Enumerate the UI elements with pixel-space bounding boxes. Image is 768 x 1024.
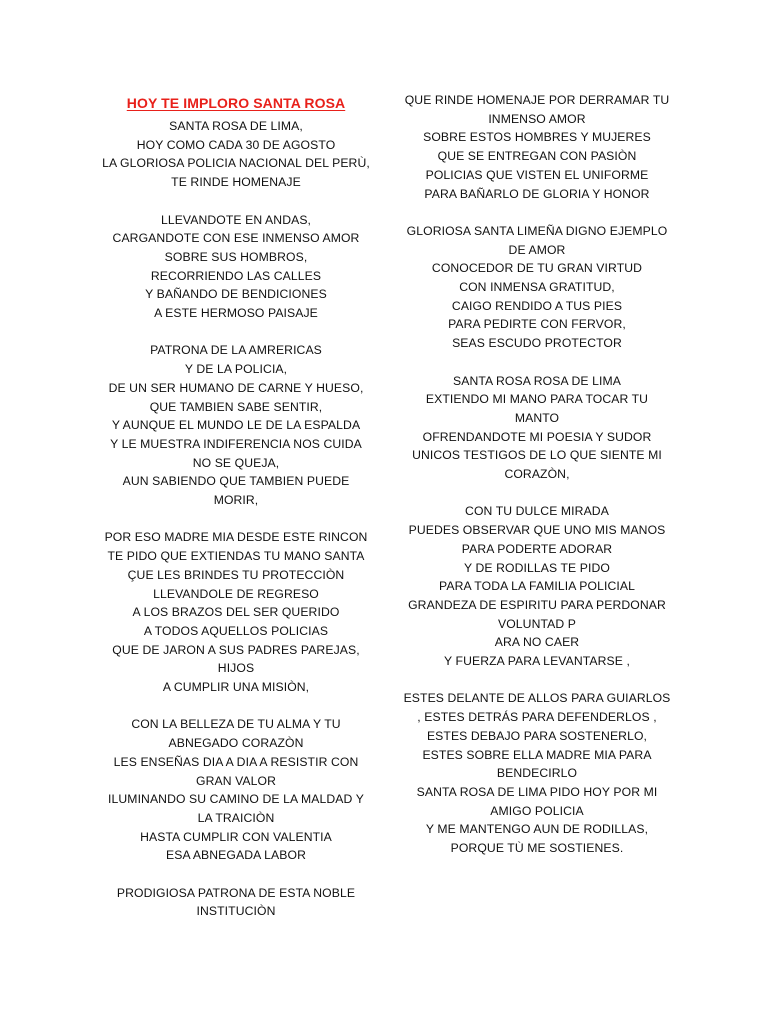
poem-line: LLEVANDOLE DE REGRESO: [153, 586, 319, 601]
poem-line: TE PIDO QUE EXTIENDAS TU MANO SANTA: [107, 549, 365, 564]
poem-line: PATRONA DE LA AMRERICAS: [150, 343, 322, 358]
poem-line: PARA PODERTE ADORAR: [461, 541, 613, 556]
stanza: [98, 528, 374, 696]
poem-line: PARA TODA LA FAMILIA POLICIAL: [439, 579, 635, 594]
poem-line: AMIGO POLICIA: [490, 803, 584, 818]
stanza: [398, 91, 676, 203]
poem-line: PARA BAÑARLO DE GLORIA Y HONOR: [424, 186, 650, 201]
stanza: [98, 884, 374, 921]
poem-line: PRODIGIOSA PATRONA DE ESTA NOBLE: [116, 885, 356, 900]
poem-line: ARA NO CAER: [494, 635, 580, 650]
poem-line: SOBRE SUS HOMBROS,: [164, 249, 308, 264]
stanza: [98, 715, 374, 865]
stanza: [398, 222, 676, 353]
poem-line: RECORRIENDO LAS CALLES: [150, 268, 322, 283]
poem-line: Y DE RODILLAS TE PIDO: [464, 560, 610, 575]
stanza: [398, 372, 676, 484]
poem-line: SOBRE ESTOS HOMBRES Y MUJERES: [423, 130, 651, 145]
poem-line: CORAZÒN,: [504, 467, 570, 482]
poem-line: QUE RINDE HOMENAJE POR DERRAMAR TU: [404, 93, 670, 107]
poem-line: ILUMINANDO SU CAMINO DE LA MALDAD Y: [108, 792, 364, 807]
poem-line: QUE TAMBIEN SABE SENTIR,: [149, 399, 323, 414]
poem-line: SEAS ESCUDO PROTECTOR: [452, 336, 622, 351]
poem-line: ESTES SOBRE ELLA MADRE MIA PARA: [422, 747, 652, 762]
poem-line: PUEDES OBSERVAR QUE UNO MIS MANOS: [408, 523, 666, 538]
poem-line: INMENSO AMOR: [488, 111, 586, 126]
poem-line: LA TRAICIÒN: [197, 810, 275, 825]
stanza: [398, 689, 676, 857]
poem-line: ESTES DELANTE DE ALLOS PARA GUIARLOS: [403, 691, 671, 706]
poem-line: INSTITUCIÒN: [196, 904, 276, 919]
poem-line: GRAN VALOR: [195, 773, 276, 788]
poem-line: ESA ABNEGADA LABOR: [166, 848, 306, 863]
poem-line: DE UN SER HUMANO DE CARNE Y HUESO,: [108, 380, 364, 395]
poem-line: POR ESO MADRE MIA DESDE ESTE RINCON: [104, 530, 368, 545]
poem-line: QUE DE JARON A SUS PADRES PAREJAS,: [112, 642, 360, 657]
left-column: [98, 93, 374, 940]
poem-line: POLICIAS QUE VISTEN EL UNIFORME: [425, 167, 649, 182]
poem-line: ÇUE LES BRINDES TU PROTECCIÒN: [127, 567, 345, 582]
poem-line: CAIGO RENDIDO A TUS PIES: [451, 298, 623, 313]
poem-line: PORQUE TÙ ME SOSTIENES.: [450, 841, 624, 856]
poem-line: GRANDEZA DE ESPIRITU PARA PERDONAR: [408, 597, 666, 612]
poem-line: LES ENSEÑAS DIA A DIA A RESISTIR CON: [113, 754, 359, 769]
poem-line: Y LE MUESTRA INDIFERENCIA NOS CUIDA: [110, 436, 362, 451]
poem-line: A LOS BRAZOS DEL SER QUERIDO: [132, 605, 340, 620]
poem-line: UNICOS TESTIGOS DE LO QUE SIENTE MI: [412, 448, 662, 463]
poem-line: EXTIENDO MI MANO PARA TOCAR TU: [425, 392, 649, 407]
poem-line: AUN SABIENDO QUE TAMBIEN PUEDE: [122, 474, 350, 489]
poem-line: Y FUERZA PARA LEVANTARSE ,: [444, 654, 630, 669]
poem-line: BENDECIRLO: [496, 766, 578, 781]
poem-line: HIJOS: [217, 661, 255, 676]
poem-line: , ESTES DETRÁS PARA DEFENDERLOS ,: [417, 710, 657, 725]
poem-line: VOLUNTAD P: [498, 616, 576, 631]
stanza: [398, 502, 676, 670]
stanza: [98, 117, 374, 192]
poem-line: ESTES DEBAJO PARA SOSTENERLO,: [426, 728, 648, 743]
poem-line: CON TU DULCE MIRADA: [465, 504, 609, 519]
poem-line: SANTA ROSA DE LIMA,: [169, 119, 303, 133]
poem-line: SANTA ROSA ROSA DE LIMA: [452, 373, 621, 388]
poem-title: HOY TE IMPLORO SANTA ROSA: [126, 95, 346, 111]
poem-line: HOY COMO CADA 30 DE AGOSTO: [136, 137, 336, 152]
poem-line: ABNEGADO CORAZÒN: [168, 736, 304, 751]
poem-line: CON LA BELLEZA DE TU ALMA Y TU: [131, 717, 341, 732]
poem-line: GLORIOSA SANTA LIMEÑA DIGNO EJEMPLO: [406, 223, 668, 238]
poem-line: Y ME MANTENGO AUN DE RODILLAS,: [425, 822, 649, 837]
stanza: [98, 211, 374, 323]
poem-line: LLEVANDOTE EN ANDAS,: [160, 212, 312, 227]
poem-line: CARGANDOTE CON ESE INMENSO AMOR: [112, 231, 360, 246]
poem-line: CONOCEDOR DE TU GRAN VIRTUD: [431, 261, 643, 276]
poem-line: A ESTE HERMOSO PAISAJE: [154, 306, 318, 321]
right-stanzas: [398, 91, 676, 858]
poem-line: MANTO: [514, 410, 560, 425]
poem-line: OFRENDANDOTE MI POESIA Y SUDOR: [422, 429, 652, 444]
poem-line: SANTA ROSA DE LIMA PIDO HOY POR MI: [416, 784, 658, 799]
poem-line: Y BAÑANDO DE BENDICIONES: [145, 287, 327, 302]
poem-line: A TODOS AQUELLOS POLICIAS: [143, 623, 329, 638]
stanza: [98, 341, 374, 509]
poem-line: Y AUNQUE EL MUNDO LE DE LA ESPALDA: [111, 418, 361, 433]
poem-line: CON INMENSA GRATITUD,: [459, 280, 615, 295]
poem-line: DE AMOR: [508, 242, 566, 257]
poem-line: LA GLORIOSA POLICIA NACIONAL DEL PERÙ,: [102, 156, 370, 171]
poem-line: A CUMPLIR UNA MISIÒN,: [162, 680, 310, 695]
poem-line: Y DE LA POLICIA,: [184, 362, 288, 377]
poem-line: HASTA CUMPLIR CON VALENTIA: [140, 829, 332, 844]
poem-line: MORIR,: [213, 493, 259, 508]
poem-line: TE RINDE HOMENAJE: [171, 175, 301, 190]
left-stanzas: [98, 117, 374, 921]
poem-line: QUE SE ENTREGAN CON PASIÒN: [437, 149, 637, 164]
poem-line: NO SE QUEJA,: [192, 455, 280, 470]
right-column: [398, 91, 676, 876]
poem-line: PARA PEDIRTE CON FERVOR,: [448, 317, 626, 332]
